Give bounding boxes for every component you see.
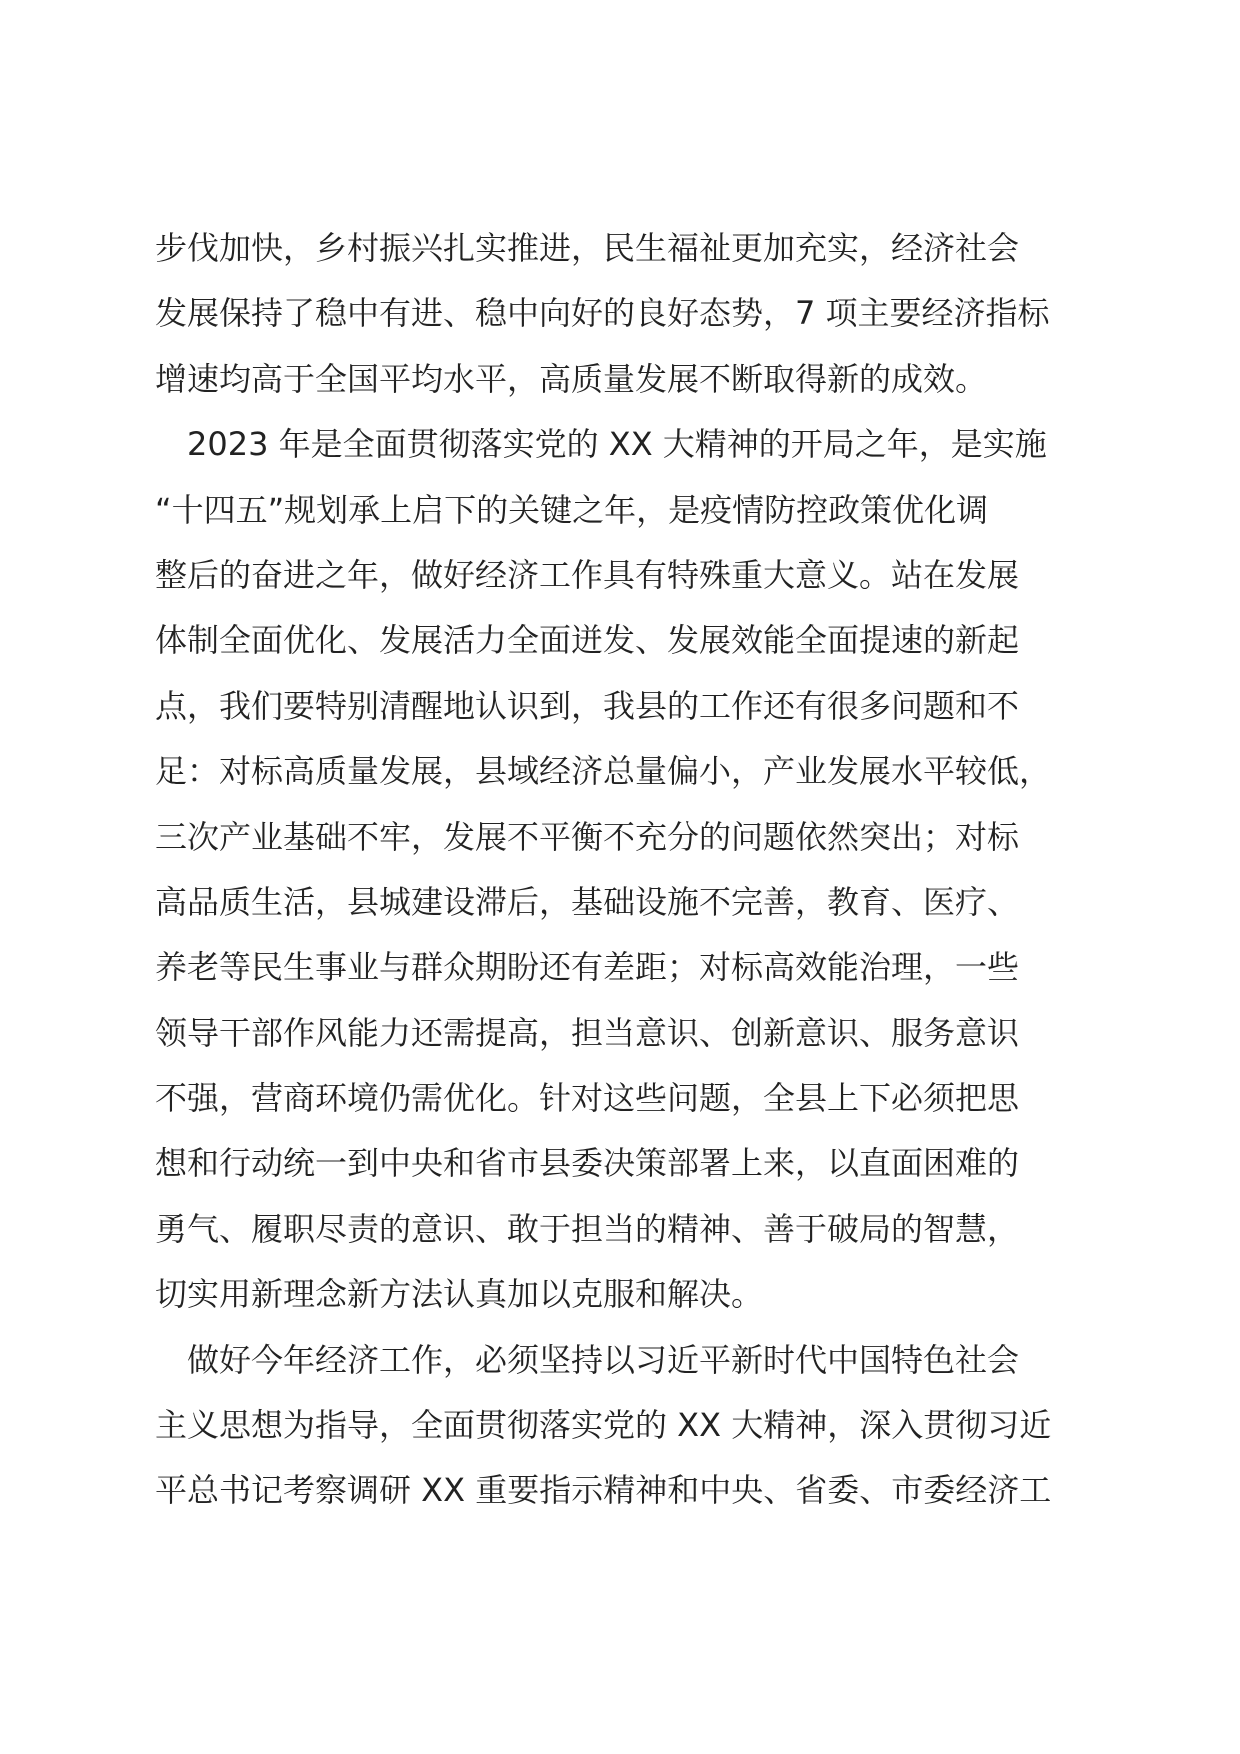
text-line: 养老等民生事业与群众期盼还有差距；对标高效能治理，一些 (155, 948, 1020, 987)
text-line: 足：对标高质量发展，县域经济总量偏小，产业发展水平较低， (155, 752, 1052, 791)
paragraph-start-line: 做好今年经济工作，必须坚持以习近平新时代中国特色社会 (187, 1340, 1020, 1379)
text-line: 体制全面优化、发展活力全面迸发、发展效能全面提速的新起 (155, 621, 1020, 660)
text-line: 高品质生活，县城建设滞后，基础设施不完善，教育、医疗、 (155, 882, 1020, 921)
text-line: 平总书记考察调研 XX 重要指示精神和中央、省委、市委经济工 (155, 1471, 1052, 1510)
text-line: 主义思想为指导，全面贯彻落实党的 XX 大精神，深入贯彻习近 (155, 1406, 1052, 1445)
paragraph-start-line: 2023 年是全面贯彻落实党的 XX 大精神的开局之年，是实施 (187, 425, 1047, 464)
body-text (155, 216, 1090, 1524)
text-line: 点，我们要特别清醒地认识到，我县的工作还有很多问题和不 (155, 686, 1020, 725)
text-line: 勇气、履职尽责的意识、敢于担当的精神、善于破局的智慧， (155, 1209, 1020, 1248)
text-line: 增速均高于全国平均水平，高质量发展不断取得新的成效。 (155, 359, 988, 398)
text-line: 发展保持了稳中有进、稳中向好的良好态势，7 项主要经济指标 (155, 294, 1050, 333)
text-line: 切实用新理念新方法认真加以克服和解决。 (155, 1275, 764, 1314)
text-line: 领导干部作风能力还需提高，担当意识、创新意识、服务意识 (155, 1013, 1020, 1052)
text-line: 步伐加快，乡村振兴扎实推进，民生福祉更加充实，经济社会 (155, 229, 1020, 267)
text-line: 三次产业基础不牢，发展不平衡不充分的问题依然突出；对标 (155, 817, 1020, 856)
text-line: 想和行动统一到中央和省市县委决策部署上来，以直面困难的 (155, 1144, 1020, 1183)
text-line: 整后的奋进之年，做好经济工作具有特殊重大意义。站在发展 (155, 555, 1020, 594)
text-line: 不强，营商环境仍需优化。针对这些问题，全县上下必须把思 (155, 1079, 1020, 1118)
text-line: “十四五”规划承上启下的关键之年，是疫情防控政策优化调 (155, 490, 989, 529)
